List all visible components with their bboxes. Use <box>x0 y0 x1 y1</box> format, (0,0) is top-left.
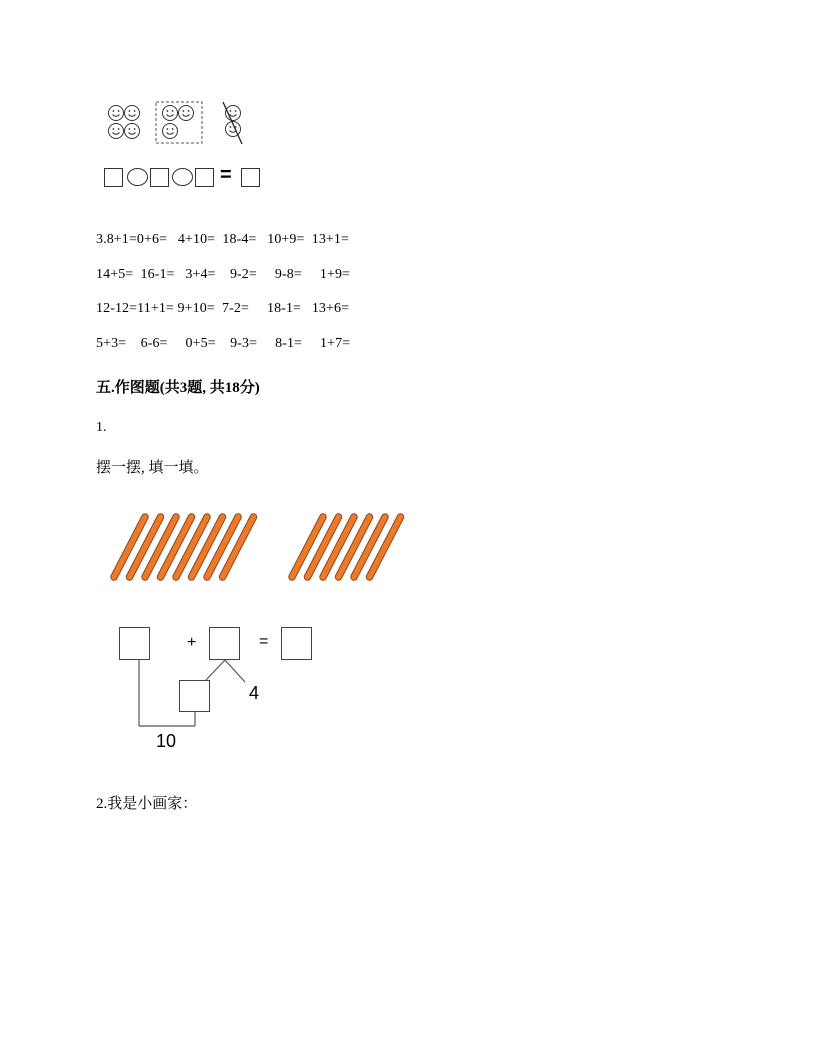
plus-sign: + <box>187 634 197 651</box>
smiley-group-crossed <box>223 102 242 144</box>
equation-oval-2[interactable] <box>172 168 193 186</box>
sticks-left-group <box>114 517 254 577</box>
stick-left-1 <box>114 517 145 577</box>
sticks-figure <box>100 505 420 595</box>
stick-right-2 <box>308 517 339 577</box>
smiley-group-dashed <box>156 102 202 143</box>
equation-answer-box[interactable] <box>241 168 260 187</box>
question-2-label: 2.我是小画家： <box>96 796 198 812</box>
question-1-prompt: 摆一摆, 填一填。 <box>96 460 209 476</box>
split-label-4: 4 <box>249 683 260 703</box>
equation-box-3[interactable] <box>195 168 214 187</box>
exercise-row-1: 3.8+1=0+6= 4+10= 18-4= 10+9= 13+1= <box>96 232 350 247</box>
equation-box-1[interactable] <box>104 168 123 187</box>
exercise-row-2: 14+5= 16-1= 3+4= 9-2= 9-8= 1+9= <box>96 267 351 282</box>
stick-left-2 <box>130 517 161 577</box>
stick-left-5 <box>176 517 207 577</box>
equation-equals: = <box>220 164 232 186</box>
bracket-label-10: 10 <box>156 731 177 751</box>
equation-oval-1[interactable] <box>127 168 148 186</box>
stick-right-3 <box>323 517 354 577</box>
exercise-row-3: 12-12=11+1= 9+10= 7-2= 18-1= 13+6= <box>96 301 350 316</box>
stick-right-6 <box>370 517 401 577</box>
stick-right-1 <box>292 517 323 577</box>
stick-left-3 <box>145 517 176 577</box>
question-1-number: 1. <box>96 420 107 435</box>
smiley-group-left <box>109 106 140 139</box>
stick-left-7 <box>207 517 238 577</box>
stick-right-4 <box>339 517 370 577</box>
exercise-row-4: 5+3= 6-6= 0+5= 9-3= 8-1= 1+7= <box>96 336 351 351</box>
smiley-figure <box>96 96 276 156</box>
stick-left-4 <box>161 517 192 577</box>
stick-left-6 <box>192 517 223 577</box>
equation-box-2[interactable] <box>150 168 169 187</box>
split-box[interactable] <box>179 680 210 712</box>
addend-box-2[interactable] <box>209 627 240 660</box>
sticks-right-group <box>292 517 401 577</box>
stick-left-8 <box>223 517 254 577</box>
addend-box-1[interactable] <box>119 627 150 660</box>
section-heading: 五.作图题(共3题, 共18分) <box>96 380 260 396</box>
stick-right-5 <box>354 517 385 577</box>
sum-box[interactable] <box>281 627 312 660</box>
equals-sign: = <box>259 633 269 650</box>
